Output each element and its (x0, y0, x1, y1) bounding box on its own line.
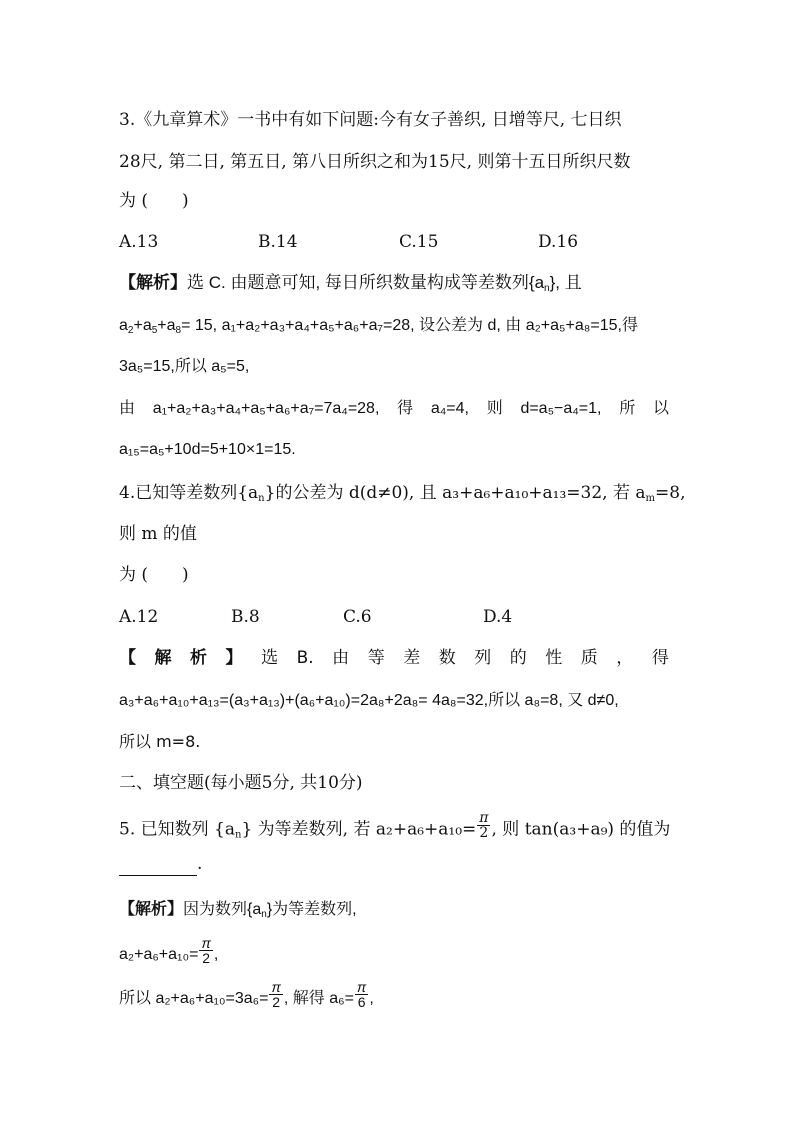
q5-solution-text-1b: }为等差数列, (266, 901, 357, 918)
subscript-n: n (234, 829, 242, 841)
section-heading-fill-in: 二、填空题(每小题5分, 共10分) (119, 773, 363, 793)
q4-solution-line2: a₃+a₆+a₁₀+a₁₃=(a₃+a₁₃)+(a₆+a₁₀)=2a₈+2a₈= 4a₈=32,所以 a₈=8, 又 d≠0, (119, 692, 619, 709)
q5-solution-text-3b: , 解得 a₆= (283, 990, 354, 1008)
q3-sol4-word-6: d=a₅−a₄=1, (520, 400, 602, 417)
q4-solution-line1 (119, 646, 669, 670)
q4-sol-bracket-open: 【 (119, 648, 136, 668)
q5-solution-text-3-end: , (369, 990, 374, 1008)
q4-sol-char-4: B. (296, 648, 314, 668)
fraction-denominator: 2 (202, 950, 211, 966)
fraction-numerator: π (201, 935, 211, 951)
q4-option-b: B.8 (231, 607, 260, 627)
q5-solution-line1 (119, 897, 357, 922)
answer-blank[interactable] (119, 857, 197, 876)
q5-solution-text-1a: 因为数列{a (183, 901, 262, 918)
q3-solution-line3: 3a₅=15,所以 a₅=5, (119, 358, 250, 375)
fraction-pi-over-2 (477, 811, 490, 841)
q3-option-d: D.16 (538, 232, 579, 252)
q5-stem-text-1a: 5. 已知数列 {a (119, 819, 235, 840)
q5-stem-text-1c: , 则 tan(a₃+a₉) 的值为 (491, 819, 671, 840)
q4-sol-char-5: 由 (332, 648, 350, 668)
q3-option-b: B.14 (258, 232, 298, 252)
q4-sol-char-8: 数 (438, 648, 456, 668)
q5-stem-text-1b: } 为等差数列, 若 a₂+a₆+a₁₀= (241, 819, 477, 840)
q3-stem-line1 (119, 108, 622, 132)
q4-stem-text-1a: 4.已知等差数列{a (119, 483, 259, 503)
q5-solution-text-2-end: , (213, 946, 219, 964)
q3-solution-text-1: 选 C. 由题意可知, 每日所织数量构成等差数列{a (187, 273, 545, 292)
subscript-n: n (544, 283, 550, 294)
q4-sol-char-3: 选 (261, 648, 279, 668)
fraction-pi-over-6 (355, 980, 368, 1010)
q4-option-a: A.12 (119, 607, 159, 627)
q3-stem-text-3: 为 ( ) (119, 191, 189, 211)
q3-sol4-word-3: 得 (397, 400, 414, 417)
q3-sol4-word-4: a₄=4, (430, 400, 469, 417)
fraction-numerator: π (271, 979, 281, 995)
subscript-n: n (261, 909, 267, 920)
q4-sol-char-13: ， (616, 648, 634, 668)
q4-sol-char-10: 的 (509, 648, 527, 668)
q3-solution-text-2: = 15, a₁+a₂+a₃+a₄+a₅+a₆+a₇=28, 设公差为 d, 由 a₂+a₅+a₈=15,得 (181, 317, 638, 334)
q4-stem-line3: 为 ( ) (119, 565, 189, 585)
fraction-denominator: 6 (357, 994, 366, 1010)
q3-sol4-word-7: 所 (619, 400, 636, 417)
fraction-numerator: π (479, 810, 489, 826)
q3-solution-line4 (119, 397, 669, 421)
q3-solution-line5: a₁₅=a₅+10d=5+10×1=15. (119, 441, 296, 458)
q5-stem-line2 (119, 852, 202, 876)
q4-sol-char-1: 解 (154, 648, 172, 668)
q4-solution-line3: 所以 m=8. (119, 732, 201, 751)
q5-solution-text-2: a₂+a₆+a₁₀= (119, 946, 199, 964)
q3-stem-line2 (119, 150, 631, 174)
q4-stem-line2: 则 m 的值 (119, 524, 197, 544)
fraction-numerator: π (356, 979, 367, 995)
q3-option-c: C.15 (399, 232, 439, 252)
q3-solution-line1 (119, 271, 582, 295)
q5-solution-line2 (119, 935, 219, 970)
q4-sol-bracket-close: 】 (225, 648, 243, 668)
q4-option-d: D.4 (483, 607, 513, 627)
q3-solution-label: 【解析】 (119, 273, 187, 293)
q4-sol-char-12: 质 (580, 648, 598, 668)
q3-stem-text-1: 3.《九章算术》一书中有如下问题:今有女子善织, 日增等尺, 七日织 (119, 110, 622, 130)
q3-solution-line2 (119, 314, 638, 338)
q3-stem-text-2: 28尺, 第二日, 第五日, 第八日所织之和为15尺, 则第十五日所织尺数 (119, 152, 631, 172)
q4-option-c: C.6 (343, 607, 372, 627)
fraction-pi-over-2 (269, 980, 282, 1010)
q4-sol-char-7: 差 (403, 648, 421, 668)
q4-stem-line1 (119, 481, 685, 505)
q3-sol4-word-2: a₁+a₂+a₃+a₄+a₅+a₆+a₇=7a₄=28, (152, 400, 380, 417)
q3-sol4-word-1: 由 (119, 400, 136, 417)
q5-stem-period: . (197, 854, 203, 874)
q3-solution-text-2-start: $a_2+a_5+a_8$ (119, 317, 182, 336)
subscript-n: n (258, 493, 265, 504)
q5-solution-line3 (119, 979, 374, 1014)
q5-stem-line1 (119, 810, 671, 845)
subscript-m: m (645, 493, 656, 504)
q4-stem-text-1c: =8, (655, 483, 686, 503)
fraction-denominator: 2 (272, 994, 281, 1010)
fraction-denominator: 2 (479, 825, 489, 841)
q5-solution-label: 【解析】 (119, 899, 184, 918)
q4-sol-char-9: 列 (474, 648, 492, 668)
q4-sol-char-14: 得 (651, 648, 669, 668)
q4-sol-char-2: 析 (190, 648, 208, 668)
q4-sol-char-11: 性 (545, 648, 563, 668)
fraction-pi-over-2 (199, 936, 212, 966)
q4-sol-char-6: 等 (367, 648, 385, 668)
q4-stem-text-1b: }的公差为 d(d≠0), 且 a₃+a₆+a₁₀+a₁₃=32, 若 a (264, 483, 646, 503)
q3-sol4-word-5: 则 (486, 400, 503, 417)
q3-sol4-word-8: 以 (652, 400, 669, 417)
q3-stem-line3 (119, 189, 189, 213)
q5-solution-text-3a: 所以 a₂+a₆+a₁₀=3a₆= (119, 990, 269, 1008)
q3-option-a: A.13 (119, 232, 159, 252)
q3-solution-text-1-end: }, 且 (549, 273, 582, 292)
